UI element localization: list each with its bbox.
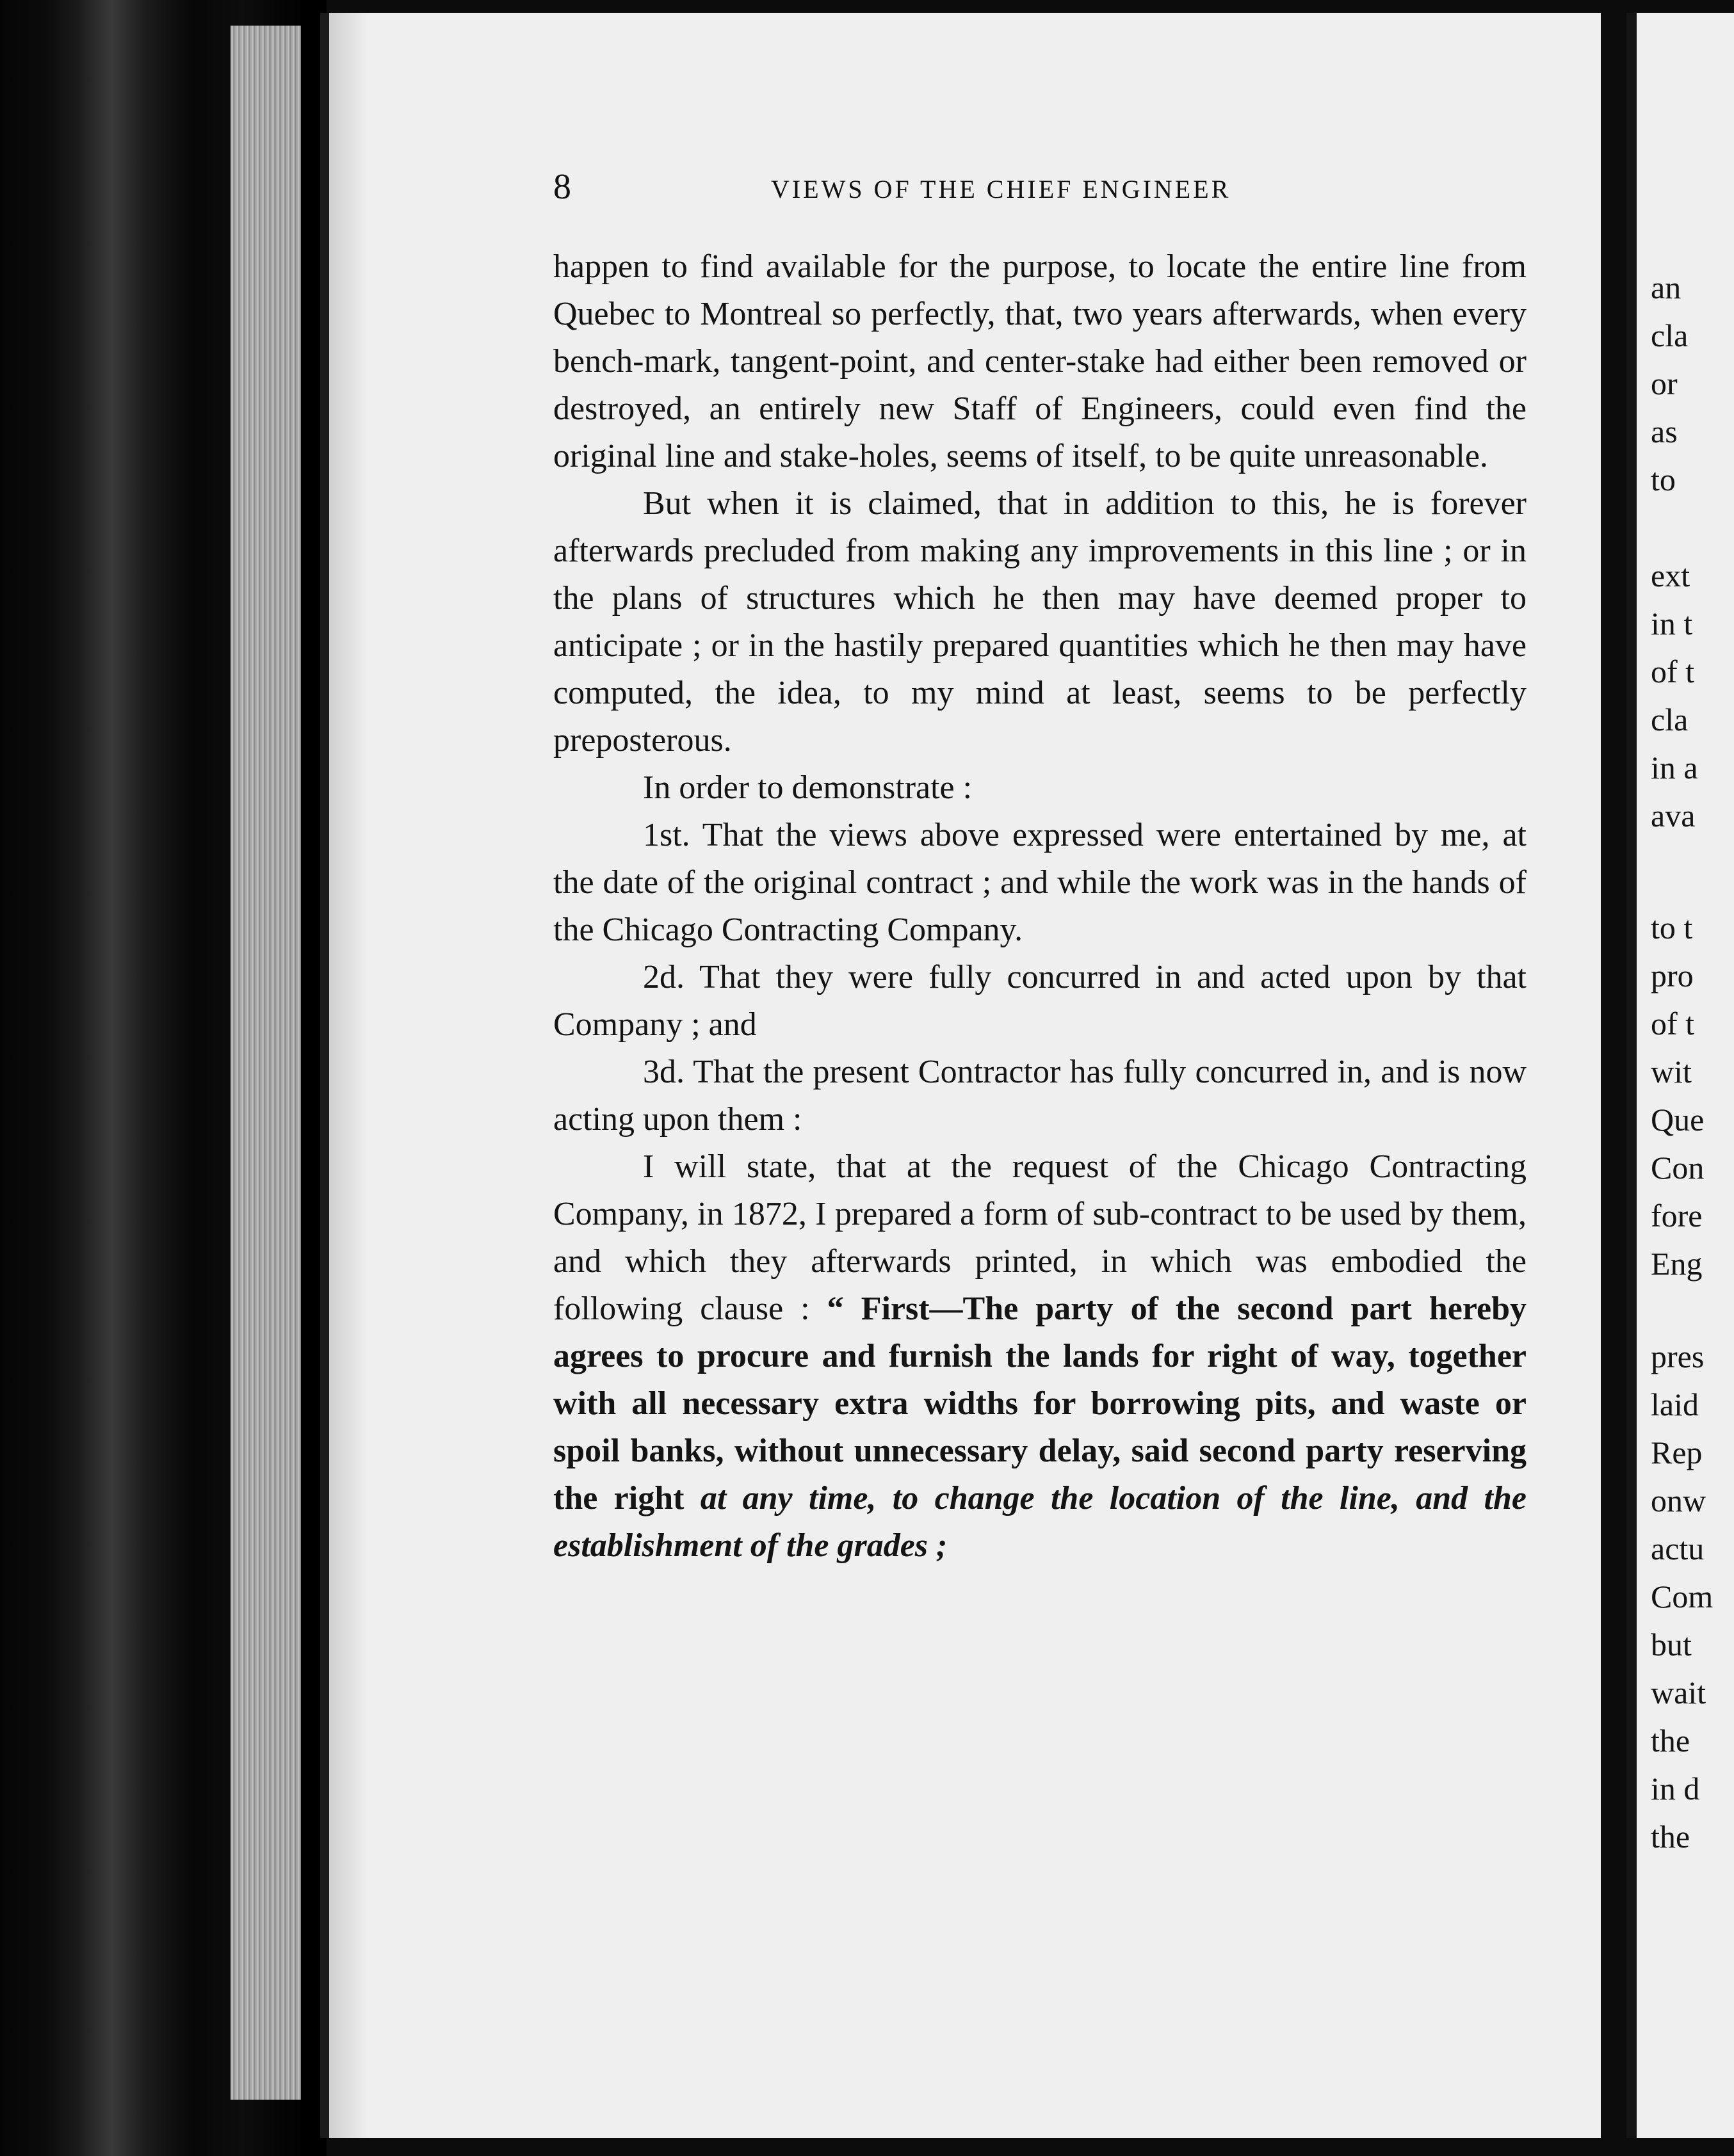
running-head-title: VIEWS OF THE CHIEF ENGINEER [771, 175, 1231, 204]
quoted-clause-emphasis: at any time, to change the location of the line, and the establishment of the grades ; [553, 1480, 1527, 1564]
running-head [553, 166, 1610, 218]
right-page-line: as [1651, 414, 1678, 449]
right-page-fragment [1626, 13, 1734, 2138]
right-page-line: actu [1651, 1531, 1705, 1566]
right-page-line: but [1651, 1627, 1692, 1662]
right-page-line: to t [1651, 910, 1693, 945]
paragraph-3: In order to demonstrate : [643, 769, 973, 806]
right-page-line: wait [1651, 1675, 1706, 1710]
paragraph-7 [553, 1143, 1527, 1570]
right-page-line: onw [1651, 1483, 1706, 1518]
paragraph-1: happen to find available for the purpose, to locate the entire line from Quebec to Montreal so perfectly, that, two years afterwards, when every bench-mark, tangent-point, and center-stake had either been removed or destroyed, an entirely new Staff of Engineers, could even find the original line and stake-holes, seems of itself, to be quite unreasonable. [553, 248, 1527, 474]
right-page-line: in a [1651, 750, 1698, 785]
right-page-line: cla [1651, 318, 1689, 353]
right-page-line: in t [1651, 606, 1693, 641]
right-page-line: an [1651, 270, 1681, 305]
right-page-line: to [1651, 462, 1676, 497]
right-page-line: of t [1651, 1006, 1695, 1042]
right-page-line: ava [1651, 798, 1696, 833]
right-page-line: or [1651, 366, 1678, 401]
right-page-line: the [1651, 1723, 1690, 1758]
body-text [553, 243, 1527, 1570]
right-page-line: Que [1651, 1102, 1705, 1138]
paragraph-7-text: I will state, that at the request of the Chicago Contracting Company, in 1872, I prepared a form of sub-contract to be used by them, and which they afterwards printed, in which was embodied the following clause : [553, 1148, 1527, 1327]
right-page-line: Rep [1651, 1435, 1703, 1470]
right-page-line: of t [1651, 654, 1695, 689]
right-page-line: pres [1651, 1339, 1705, 1374]
left-page [320, 13, 1601, 2138]
gutter-shade [329, 13, 368, 2138]
quoted-clause: “ First—The party of the second part hereby agrees to procure and furnish the lands for right of way, together with all necessary extra widths for borrowing pits, and waste or spoil banks, without unnecessary delay, said second party reserving the right [553, 1291, 1527, 1516]
right-page-line: fore [1651, 1198, 1703, 1234]
page-number: 8 [553, 167, 571, 207]
paragraph-2: But when it is claimed, that in addition to this, he is forever afterwards precluded from making any improvements in this line ; or in the plans of structures which he then may have deemed proper to anticipate ; or in the hastily prepared quantities which he then may have computed, the idea, to my mind at least, seems to be perfectly preposterous. [553, 485, 1527, 759]
paragraph-4: 1st. That the views above expressed were entertained by me, at the date of the original contract ; and while the work was in the hands of the Chicago Contracting Company. [553, 817, 1527, 948]
right-page-line: pro [1651, 958, 1694, 994]
right-page-line: ext [1651, 558, 1690, 593]
right-page-line: in d [1651, 1771, 1700, 1806]
paragraph-5: 2d. That they were fully concurred in and acted upon by that Company ; and [553, 959, 1527, 1043]
right-page-line: cla [1651, 702, 1689, 737]
right-page-line: the [1651, 1819, 1690, 1854]
right-page-line: laid [1651, 1387, 1699, 1422]
right-page-line: wit [1651, 1054, 1692, 1090]
paragraph-6: 3d. That the present Contractor has fully concurred in, and is now acting upon them : [553, 1054, 1527, 1138]
right-page-line: Com [1651, 1579, 1714, 1614]
right-page-line: Eng [1651, 1246, 1703, 1282]
right-page-line: Con [1651, 1150, 1705, 1186]
